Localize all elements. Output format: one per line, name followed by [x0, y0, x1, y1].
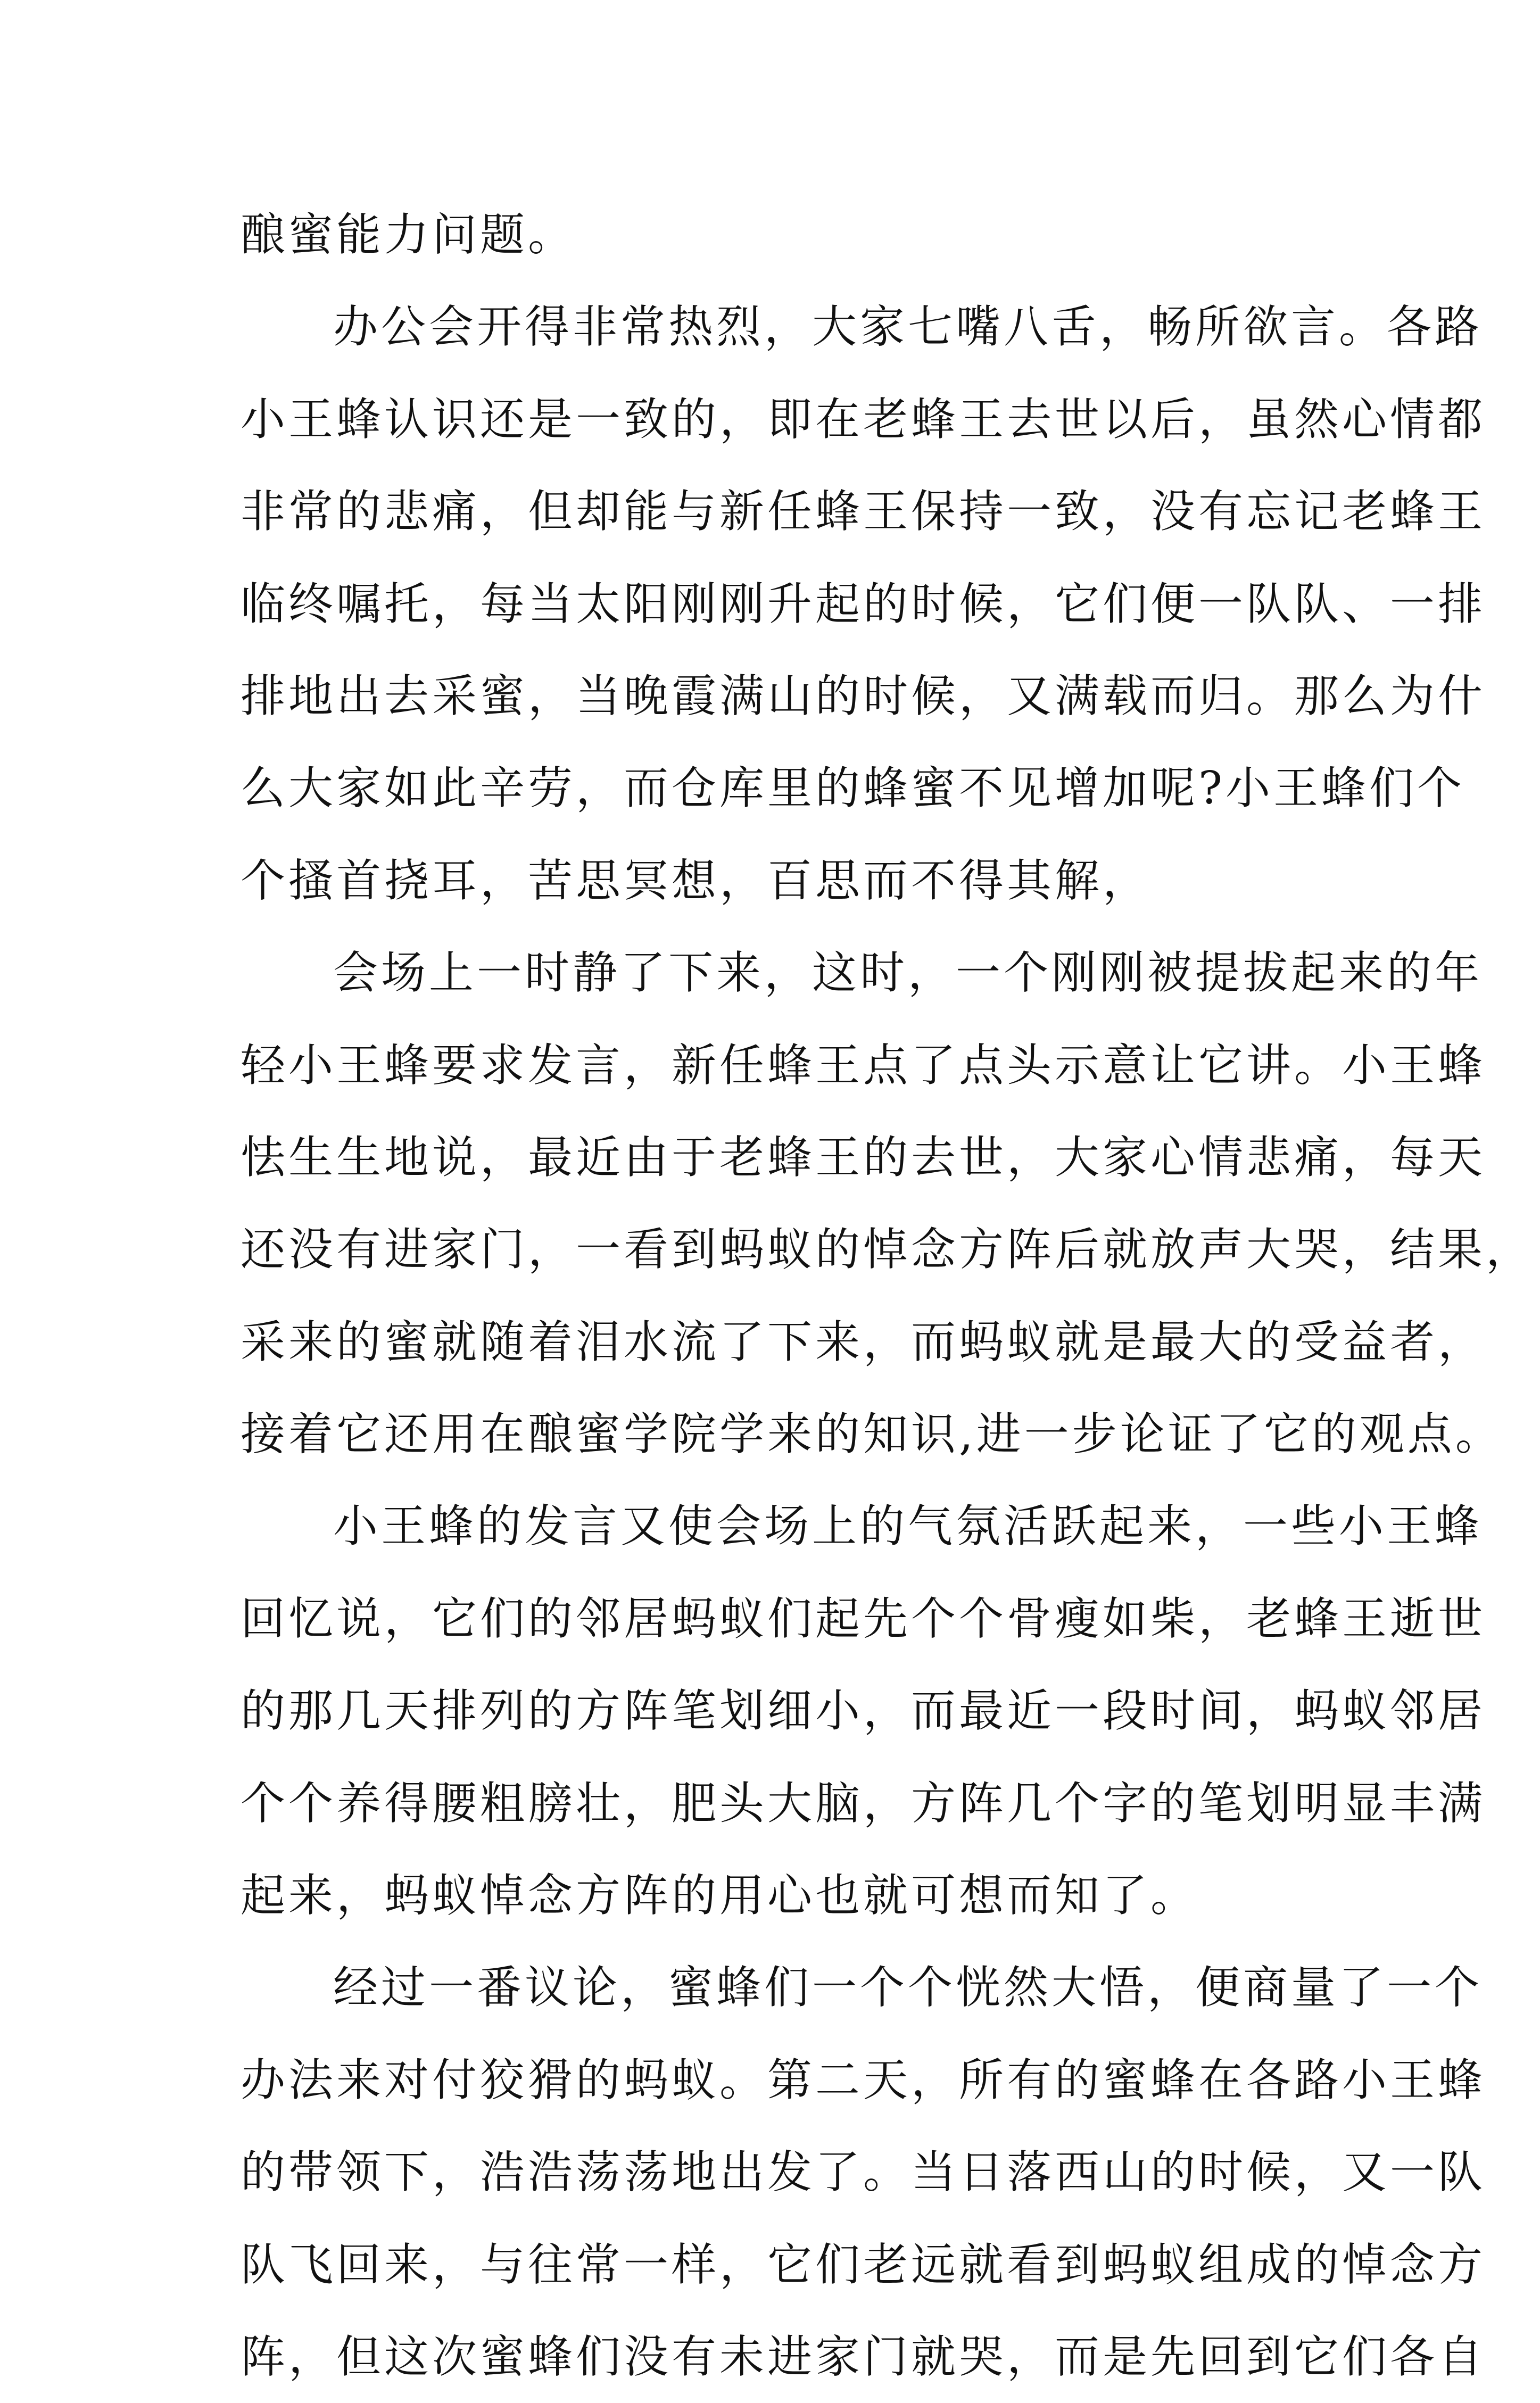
text-line: 个个养得腰粗膀壮，肥头大脑，方阵几个字的笔划明显丰满: [241, 1777, 1486, 1829]
text-line: 酿蜜能力问题。: [241, 209, 576, 261]
text-line: 起来，蚂蚁悼念方阵的用心也就可想而知了。: [241, 1869, 1199, 1922]
body-text: [241, 189, 1534, 2403]
text-line: 采来的蜜就随着泪水流了下来，而蚂蚁就是最大的受益者，: [241, 1315, 1486, 1368]
text-line: 队飞回来，与往常一样，它们老远就看到蚂蚁组成的悼念方: [241, 2238, 1486, 2291]
text-line: 的那几天排列的方阵笔划细小，而最近一段时间，蚂蚁邻居: [241, 1685, 1486, 1737]
text-line: 非常的悲痛，但却能与新任蜂王保持一致，没有忘记老蜂王: [241, 485, 1486, 538]
text-line: 的带领下，浩浩荡荡地出发了。当日落西山的时候，又一队: [241, 2146, 1486, 2199]
text-line: 么大家如此辛劳，而仓库里的蜂蜜不见增加呢?小王蜂们个: [241, 762, 1466, 815]
paragraph-first-line: 办公会开得非常热烈，大家七嘴八舌，畅所欲言。各路: [333, 301, 1483, 353]
text-line: 小王蜂认识还是一致的，即在老蜂王去世以后，虽然心情都: [241, 393, 1486, 445]
text-line: 接着它还用在酿蜜学院学来的知识,进一步论证了它的观点。: [241, 1408, 1503, 1461]
text-line: 个搔首挠耳，苦思冥想，百思而不得其解，: [241, 854, 1151, 907]
paragraph-first-line: 经过一番议论，蜜蜂们一个个恍然大悟，便商量了一个: [333, 1961, 1483, 2014]
text-line: 轻小王蜂要求发言，新任蜂王点了点头示意让它讲。小王蜂: [241, 1039, 1486, 1091]
text-line: 回忆说，它们的邻居蚂蚁们起先个个骨瘦如柴，老蜂王逝世: [241, 1592, 1486, 1645]
text-line: 阵，但这次蜜蜂们没有未进家门就哭，而是先回到它们各自: [241, 2330, 1486, 2383]
paragraph-first-line: 会场上一时静了下来，这时，一个刚刚被提拔起来的年: [333, 947, 1483, 999]
text-line: 排地出去采蜜，当晚霞满山的时候，又满载而归。那么为什: [241, 669, 1486, 722]
text-line: 还没有进家门，一看到蚂蚁的悼念方阵后就放声大哭，结果，: [241, 1223, 1534, 1276]
text-line: 怯生生地说，最近由于老蜂王的去世，大家心情悲痛，每天: [241, 1131, 1486, 1183]
text-line: 临终嘱托，每当太阳刚刚升起的时候，它们便一队队、一排: [241, 577, 1486, 630]
paragraph-first-line: 小王蜂的发言又使会场上的气氛活跃起来，一些小王蜂: [333, 1500, 1483, 1553]
text-line: 办法来对付狡猾的蚂蚁。第二天，所有的蜜蜂在各路小王蜂: [241, 2053, 1486, 2106]
